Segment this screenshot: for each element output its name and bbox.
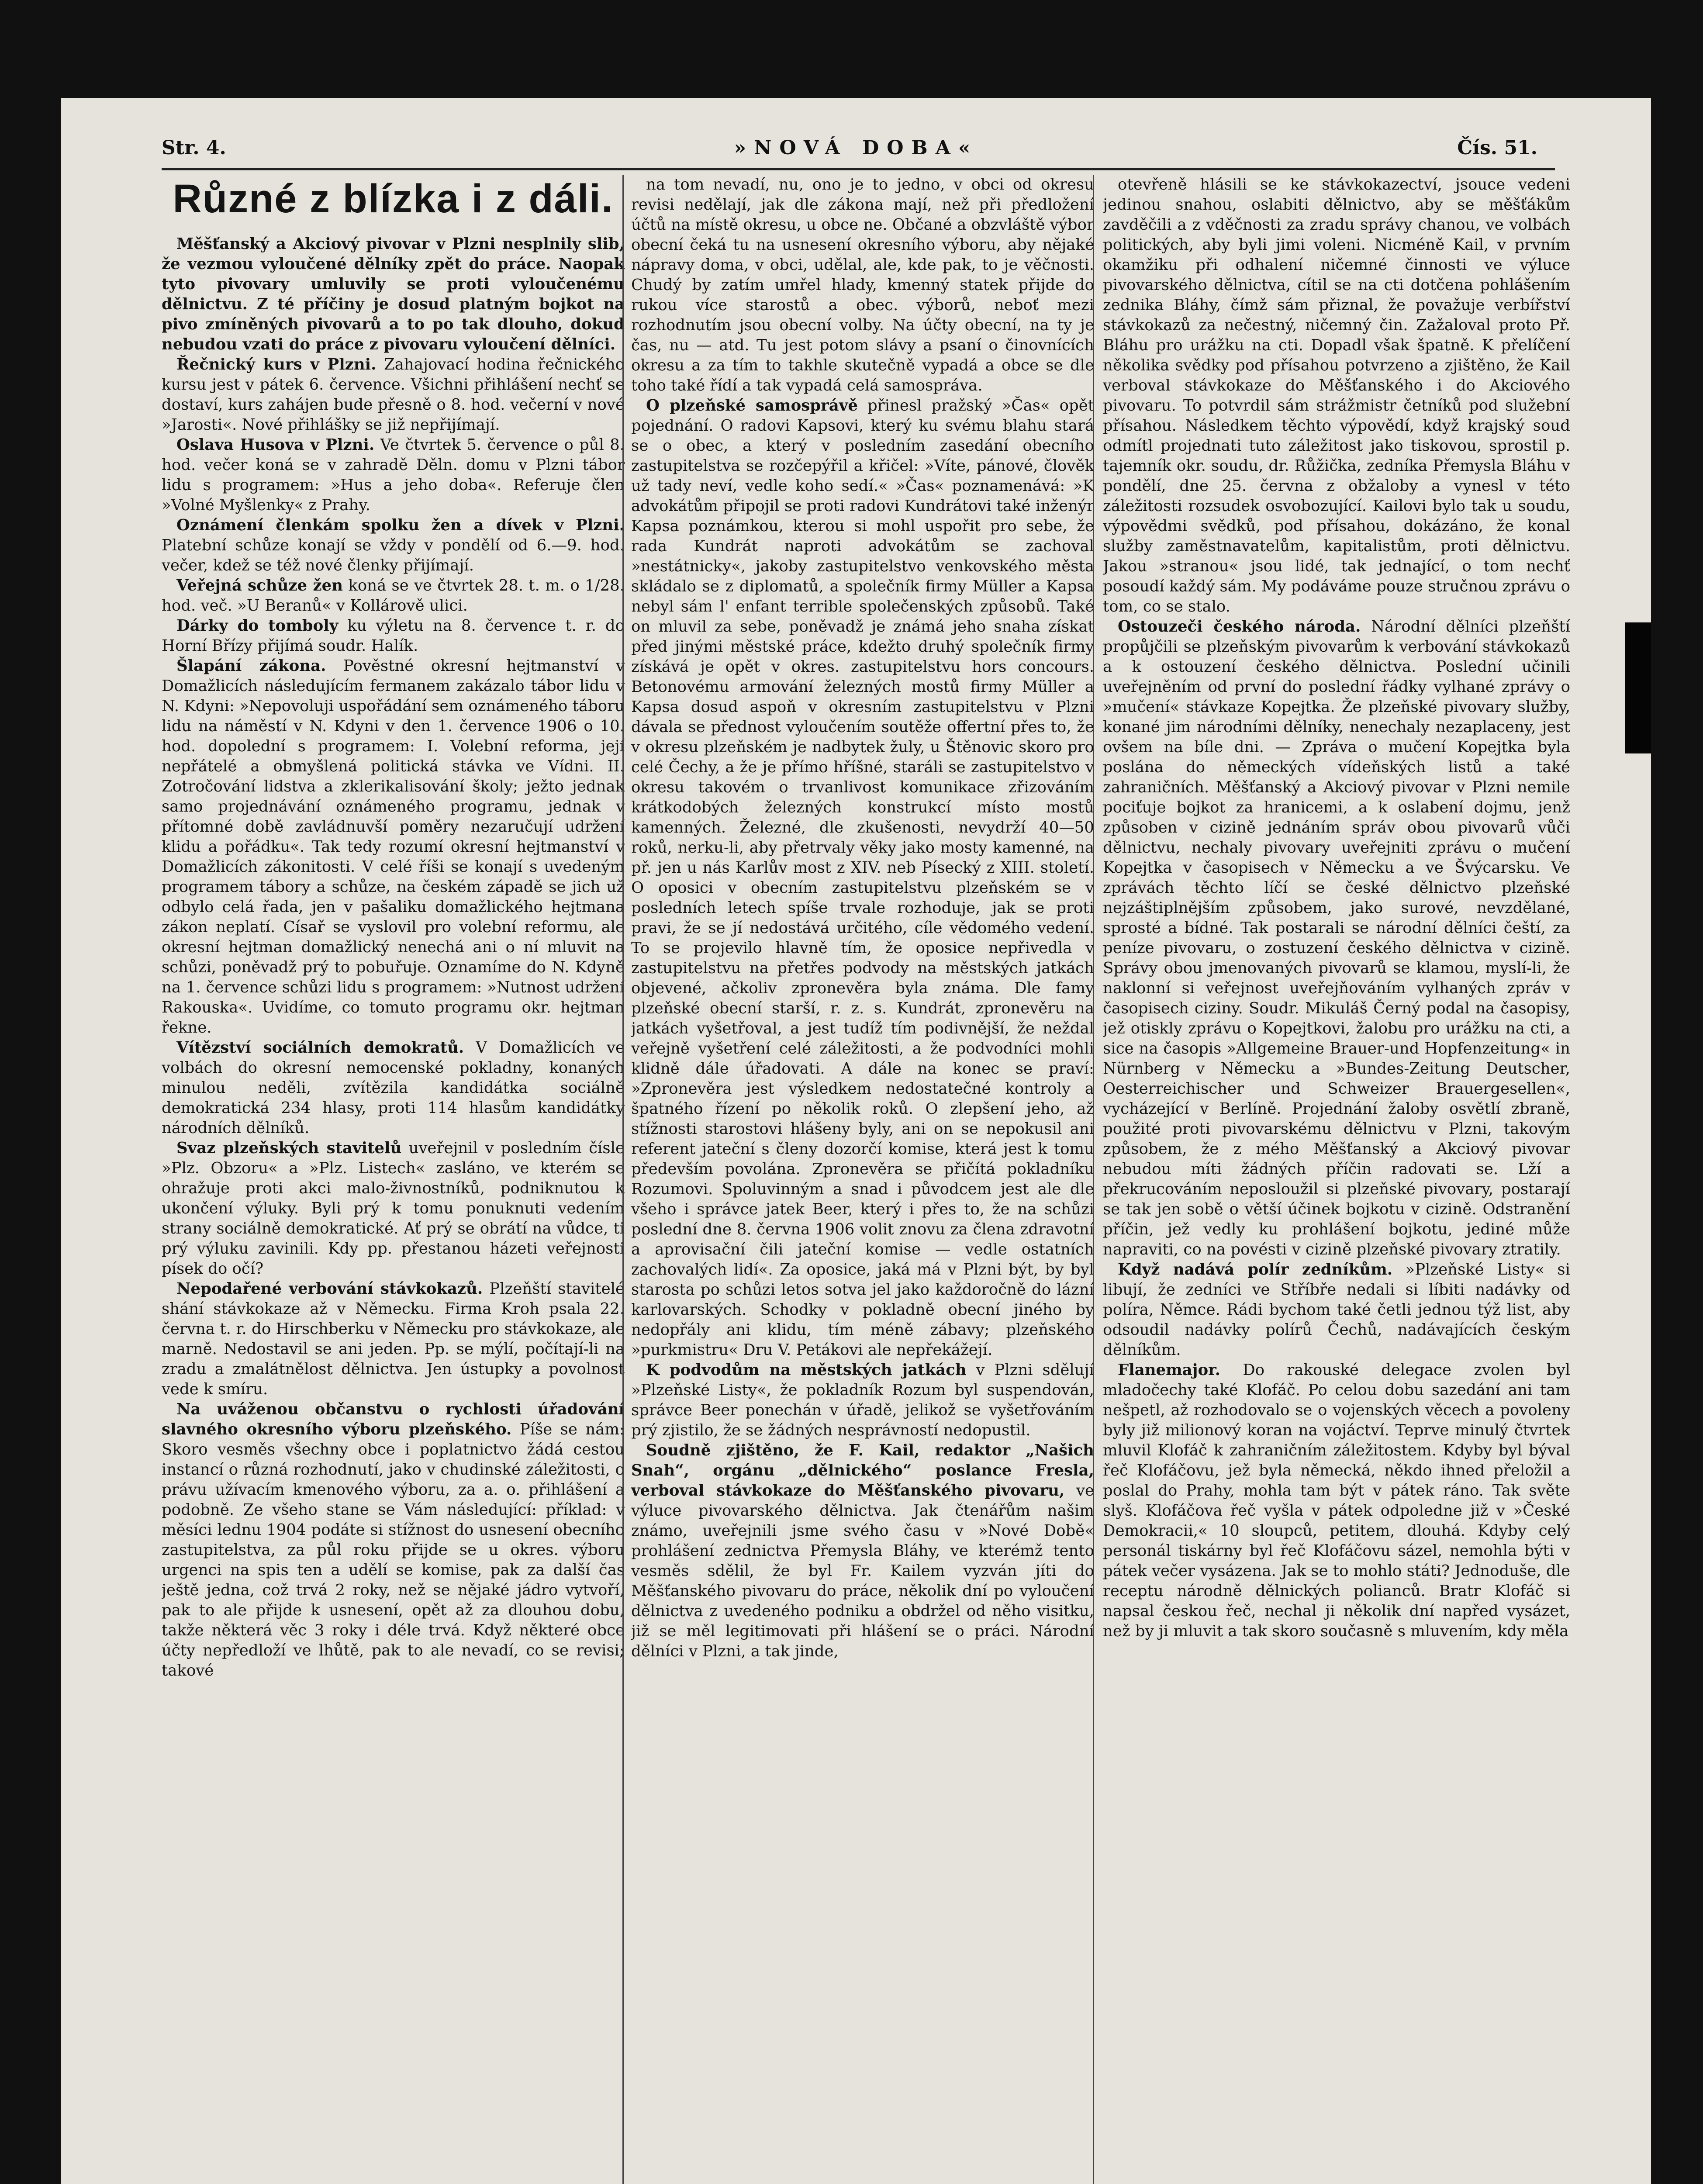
article-self-government: O plzeňské samosprávě přinesl pražský »Čas« opět pojednání. O radovi Kapsovi, který ku svému blahu stará se o obec, a který v posledním zasedání obecního zastupitelstva se rozčepýřil a křičel: »Víte, pánové, člověk už tady neví, vedle koho sedí.« »Čas« poznamenává: »K advokátům připojil se proti radovi Kundrátovi také inženýr Kapsa poznámkou, kterou si mohl uspořit pro sebe, že rada Kundrát naproti advokátům se zachoval »nestátnicky«, jakoby zastupitelstvo venkovského města skládalo se z diplomatů, a společník firmy Müller a Kapsa nebyl sám l' enfant terrible společenských způsobů. Také on mluvil za sebe, poněvadž je známá jeho snaha získat před jinými městské práce, kdežto druhý společník firmy získává je opět v okres. zastupitelstvu hors concours. Betonovému armování železných mostů firmy Müller a Kapsa dosud aspoň v okresním zastupitelstvu v Plzni dávala se přednost vyloučením soutěže offertní přes to, že v okresu plzeňském je nadbytek žuly, u Štěnovic skoro pro celé Čechy, a že je přímo hříšné, staráli se zastupitelstvo v okresu takovém o trvanlivost komunikace zřizováním krátkodobých železných konstrukcí místo mostů kamenných. Železné, dle zkušenosti, nevydrží 40—50 roků, nerku-li, aby přetrvaly věky jako mosty kamenné, na př. jen u nás Karlův most z XIV. neb Písecký z XIII. století. O oposici v obecním zastupitelstvu plzeňském se v posledních letech spíše trvale rozhoduje, jak se proti pravi, že se jí nedostává určitého, cíle vědomého vedení. To se projevilo hlavně tím, že oposice nepřivedla v zastupitelstvu na přetřes podvody na městských jatkách objevené, ačkoliv zpronevěra byla známa. Dle famy plzeňské obecní starší, r. z. s. Kundrát, zpronevěru na jatkách vyšetřoval, a jest tudíž tím podivnější, že neždal veřejně vyšetření celé záležitosti, a že podvodníci mohli klidně dále úřadovati. A dále na konec se praví: »Zpronevěra jest výsledkem nedostatečné kontroly a špatného řízení po několik roků. O zlepšení jeho, až stížnosti starostovi hlášeny byly, ani on se nepokusil ani referent jateční s členy dozorčí komise, která jest k tomu především povolána. Zpronevěra se přičítá pokladníku Rozumovi. Spoluvinným a snad i původcem jest ale dle všeho i správce jatek Beer, který i přes to, že na schůzi poslední dne 8. června 1906 volit znovu za člena zdravotní a aprovisační čili jateční komise — vedle ostatních zachovalých lidí«. Za oposice, jaká má v Plzni být, by byl starosta po schůzi letos sotva jel jako každoročně do lázní karlovarských. Schodky v pokladně obecní jiného by nedopřály ani klidu, tím méně zábavy; plzeňského »purkmistru« Dru V. Petákovi ale nepřekážejí.: [631, 397, 1094, 1359]
page-number: Str. 4.: [162, 137, 226, 159]
article-foreman: Když nadává polír zedníkům. »Plzeňské Listy« si libují, že zedníci ve Stříbře nedali si líbiti nadávky od políra, Němce. Rádi bychom také četli jednou týž list, aby odsoudil nadávky polírů Čechů, nadávajících českým dělníkům.: [1103, 1261, 1570, 1359]
column-2: [631, 175, 1094, 2184]
article-builders-union: Svaz plzeňských stavitelů uveřejnil v posledním čísle »Plz. Obzoru« a »Plz. Listech« zasláno, ve kterém se ohražuje proti akci malo-živnostníků, podniknutou k ukončení výluky. Byli prý k tomu ponuknuti vedením strany sociálně demokratické. Ať prý se obrátí na vůdce, ti prý výluku zavinili. Kdy pp. přestanou házeti veřejnosti písek do očí?: [162, 1139, 625, 1278]
article-district-committee-cont: na tom nevadí, nu, ono je to jedno, v obci od okresu revisi nedělají, jak dle zákona mají, než při předložení účtů na místě okresu, u obce ne. Občané a obzvláště výbor obecní čeká tu na usnesení okresního výboru, aby nějaké nápravy doma, v obci, udělal, ale, kde pak, to je věčnosti. Chudý by zatím umřel hlady, kmenný statek přijde do rukou více starostů a obec. výborů, neboť mezi rozhodnutím jsou obecní volby. Na účty obecní, na ty je čas, nu — atd. Tu jest potom slávy a psaní o činovnících okresu a za tím to takhle skutečně vypadá a obce se dle toho také řídí a tak vypadá celá samospráva.: [631, 176, 1094, 394]
page-header: [61, 98, 1651, 168]
section-title: Různé z blízka i z dáli.: [173, 176, 614, 221]
article-flanemajor: Flanemajor. Do rakouské delegace zvolen byl mladočechy také Klofáč. Po celou dobu sazedání ani tam nešpetl, až rozhodovalo se o vojenských věcech a povoleny byly již milionový koran na vojáctví. Teprve minulý čtvrtek mluvil Klofáč k zahraničním záležitostem. Kdyby byl býval řeč Klofáčovu, jež byla německá, někdo ihned přeložil a poslal do Prahy, mohla tam být v pátek ráno. Tak světe slyš. Klofáčova řeč vyšla v pátek odpoledne již v »České Demokracii,« 10 sloupců, petitem, dlouhá. Kdyby celý personál tiskárny byl řeč Klofáčovu sázel, nemohla býti v pátek večer vysázena. Jak se to mohlo státi? Jednoduše, dle receptu národně dělnických polianců. Bratr Klofáč si napsal českou řeč, nechal ji několik dní napřed vysázet, než by ji mluvit a tak skoro současně s mluvením, kdy měla: [1103, 1361, 1570, 1640]
newspaper-page: [61, 98, 1651, 2184]
article-women-union: Oznámení členkám spolku žen a dívek v Plzni. Platební schůze konají se vždy v pondělí od 6.—9. hod. večer, kdež se též nové členky přijímají.: [162, 516, 625, 574]
article-kail-court-cont: otevřeně hlásili se ke stávkokazectví, jsouce vedeni jedinou snahou, oslabiti dělnictvo, aby se měšťákům zavděčili a z vděčnosti za zradu správy chanou, ve volbách politických, aby byli jimi voleni. Nicméně Kail, v prvním okamžiku při odhalení ničemné činnosti ve výluce pivovarského dělnictva, cítil se na cti dotčena pohlášením zednika Bláhy, čímž sám přiznal, že považuje verbířství stávkokazů za nečestný, ničemný čin. Zažaloval proto Př. Bláhu pro urážku na cti. Dopadl však špatně. K přelíčení několika svědky pod přísahou potvrzeno a zjištěno, že Kail verboval stávkokaze do Měšťanského i do Akciového pivovaru. To potvrdil sám strážmistr četníků pod služební přísahou. Následkem těchto výpovědí, když krajský soud odmítl projednati tuto záležitost jako tiskovou, sprostil p. tajemník okr. soudu, dr. Růžička, zedníka Přemysla Bláhu v pondělí, dne 25. června z obžaloby a vynesl v této záležitosti rozsudek osvobozující. Kailovi bylo tak u soudu, výpovědmi svědků, pod přísahou, dokázáno, že konal služby zaměstnavatelům, kapitalistům, proti dělnictvu. Jakou »stranou« jsou lidé, tak jednající, o tom nechť posoudí každý sám. My podáváme pouze stručnou zprávu o tom, co se stalo.: [1103, 176, 1570, 615]
article-tombola: Dárky do tomboly ku výletu na 8. července t. r. do Horní Břízy přijímá soudr. Halík.: [162, 617, 625, 655]
article-district-committee: Na uváženou občanstvu o rychlosti úřadování slavného okresního výboru plzeňského. Píše se nám: Skoro vesměs všechny obce i poplatnictvo žádá cestou instancí o různá rozhodnutí, jako v chudinské záležitosti, o právu užívacím kmenového výboru, za a. o. přihlášení a podobně. Ze všeho stane se Vám následující: příklad: v měsíci lednu 1904 podáte si stížnost do usnesení obecního zastupitelstva, za půl roku přijde se u okres. výboru urgenci na spis ten a udělí se komise, pak za další čas ještě jedna, což trvá 2 roky, než se nějaké jádro vytvoří, pak to ale přijde k usnesení, opět až za dlouhou dobu, takže některá věc 3 roky i déle trvá. Když některé obce účty nepředloží ve lhůtě, pak to ale nevadí, co se revisi; takové: [162, 1400, 625, 1679]
article-nation-defamers: Ostouzeči českého národa. Národní dělníci plzeňští propůjčili se plzeňským pivovarům k verbování stávkokazů a k ostouzení českého dělnictva. Poslední učinili uveřejněním od první do poslední řádky vylhané zprávy o »mučení« stávkaze Kopejtka. Že plzeňské pivovary služby, konané jim národními dělníky, nenechaly nezaplaceny, jest ovšem na bíle dni. — Zpráva o mučení Kopejtka byla poslána do německých vídeňských listů a také zahraničních. Měšťanský a Akciový pivovar v Plzni nemile pociťuje bojkot za hranicemi, a k oslabení dojmu, jenž způsoben v cizině jednáním správ obou pivovarů vůči dělnictvu, nechaly pivovary uveřejniti zprávu o mučení Kopejtka v časopisech v Německu a ve Švýcarsku. Ve zprávách těchto líčí se české dělnictvo plzeňské nejzáštiplnějším způsobem, jako surové, nevzdělané, sprosté a bídné. Tak postarali se národní dělníci čeští, za peníze pivovaru, o zostuzení českého dělnictva v cizině. Správy obou jmenovaných pivovarů se klamou, myslí-li, že naklonní si veřejnost uveřejňováním vylhaných zpráv v časopisech ciziny. Soudr. Mikuláš Černý podal na časopisy, jež otiskly zprávu o Kopejtkovi, žalobu pro urážku na cti, a sice na časopis »Allgemeine Brauer-und Hopfenzeitung« in Nürnberg v Německu a »Bundes-Zeitung Deutscher, Oesterreichischer und Schweizer Brauergesellen«, vycházející v Berlíně. Projednání žaloby osvětlí zbraně, použité proti pivovarskému dělnictvu v Plzni, takovým způsobem, že z mého Měšťanský a Akciový pivovar nebudou míti žádných příčin radovati se. Lží a překrucováním neposloužil si plzeňské pivovary, postarají se tak jen sobě o větší účinek bojkotu v cizině. Odstranění příčin, jež vedly ku prohlášení bojkotu, jediné může napraviti, co na povésti v cizině plzeňské pivovary ztratily.: [1103, 618, 1570, 1258]
issue-number: Čís. 51.: [1457, 137, 1537, 159]
article-social-democrats-victory: Vítězství sociálních demokratů. V Domažlicích ve volbách do okresní nemocenské pokladny, konaných minulou neděli, zvítězila kandidátka sociálně demokratická 234 hlasy, proti 114 hlasům kandidátky národních dělníků.: [162, 1039, 625, 1137]
column-3: [1103, 175, 1570, 2184]
column-1: [162, 175, 625, 2184]
header-rule: [162, 168, 1555, 170]
article-strikebreakers: Nepodařené verbování stávkokazů. Plzeňští stavitelé shání stávkokaze až v Německu. Firma Kroh psala 22. června t. r. do Hirschberku v Německu pro stávkokaze, ale marně. Nedostavil se ani jeden. Pp. se mýlí, počítají-li na zradu a zmalátnělost dělnictva. Jen ústupky a povolnost vede k smíru.: [162, 1280, 625, 1398]
article-slaughterhouse-fraud: K podvodům na městských jatkách v Plzni sdělují »Plzeňské Listy«, že pokladník Rozum byl suspendován, správce Beer ponechán v úřadě, jelikož se vyšetřováním prý zjistilo, že se žádných nesprávností nedopustil.: [631, 1361, 1094, 1439]
newspaper-name: »NOVÁ DOBA«: [734, 137, 978, 159]
article-rhetoric-course: Řečnický kurs v Plzni. Zahajovací hodina řečnického kursu jest v pátek 6. července. Všichni přihlášení nechť se dostaví, kurs zahájen bude přesně o 8. hod. večerní v nové »Jarosti«. Nové přihlášky se již nepřijímají.: [162, 356, 625, 434]
article-kail-court: Soudně zjištěno, že F. Kail, redaktor „Našich Snah“, orgánu „dělnického“ poslance Fresla, verboval stávkokaze do Měšťanského pivovaru, ve výluce pivovarského dělnictva. Jak čtenářům našim známo, uveřejnili jsme svého času v »Nové Době« prohlášení zednictva Přemysla Bláhy, ve kterémž tento vesměs sdělil, že byl Fr. Kailem vyzván jíti do Měšťanského pivovaru do práce, několik dní po vyloučení dělnictva z uvedeného podniku a obdržel od něho visitku, již se měl legitimovati při hlášení se o práci. Národní dělníci v Plzni, a tak jinde,: [631, 1441, 1094, 1660]
column-divider-1: [622, 175, 624, 2184]
article-law-trampling: Šlapání zákona. Pověstné okresní hejtmanství v Domažlicích následujícím fermanem zakázalo tábor lidu v N. Kdyni: »Nepovoluji uspořádání sem oznámeného táboru lidu na náměstí v N. Kdyni v den 1. července 1906 o 10. hod. dopolední s programem: I. Volební reforma, její nepřátelé a obmyšlená politická stávka ve Vídni. II. Zotročování lidstva a zklerikalisování školy; ježto jednak samo projednávání oznámeného programu, jednak v přítomné době zavládnuvší poměry nezaručují udržení klidu a pořádku«. Tak tedy rozumí okresní hejtmanství v Domažlicích zákonitosti. V celé říši se konají s uvedeným programem tábory a schůze, na českém západě se jich už odbylo celá řada, jen v pašaliku domažlického hejtmana zákon neplatí. Císař se vyslovil pro volební reformu, ale okresní hejtman domažlický nenechá ani o ní mluvit na schůzi, poněvadž prý to pobuřuje. Oznamíme do N. Kdyně na 1. července schůzi lidu s programem: »Nutnost udržení Rakouska«. Uvidíme, co tomuto programu okr. hejtman řekne.: [162, 657, 625, 1037]
article-hus-celebration: Oslava Husova v Plzni. Ve čtvrtek 5. července o půl 8. hod. večer koná se v zahradě Děln. domu v Plzni tábor lidu s programem: »Hus a jeho doba«. Referuje člen »Volné Myšlenky« z Prahy.: [162, 436, 625, 514]
page-edge-mark: [1625, 622, 1651, 753]
article-brewery-boycott: Měšťanský a Akciový pivovar v Plzni nesplnily slib, že vezmou vyloučené dělníky zpět do práce. Naopak tyto pivovary umluvily se proti vyloučenému dělnictvu. Z té příčiny je dosud platným bojkot na pivo zmíněných pivovarů a to po tak dlouho, dokud nebudou vzati do práce z pivovaru vyloučení dělníci.: [162, 235, 625, 353]
article-women-meeting: Veřejná schůze žen koná se ve čtvrtek 28. t. m. o 1/28. hod. več. »U Beranů« v Kollárově ulici.: [162, 577, 625, 615]
column-divider-2: [1093, 175, 1094, 2184]
